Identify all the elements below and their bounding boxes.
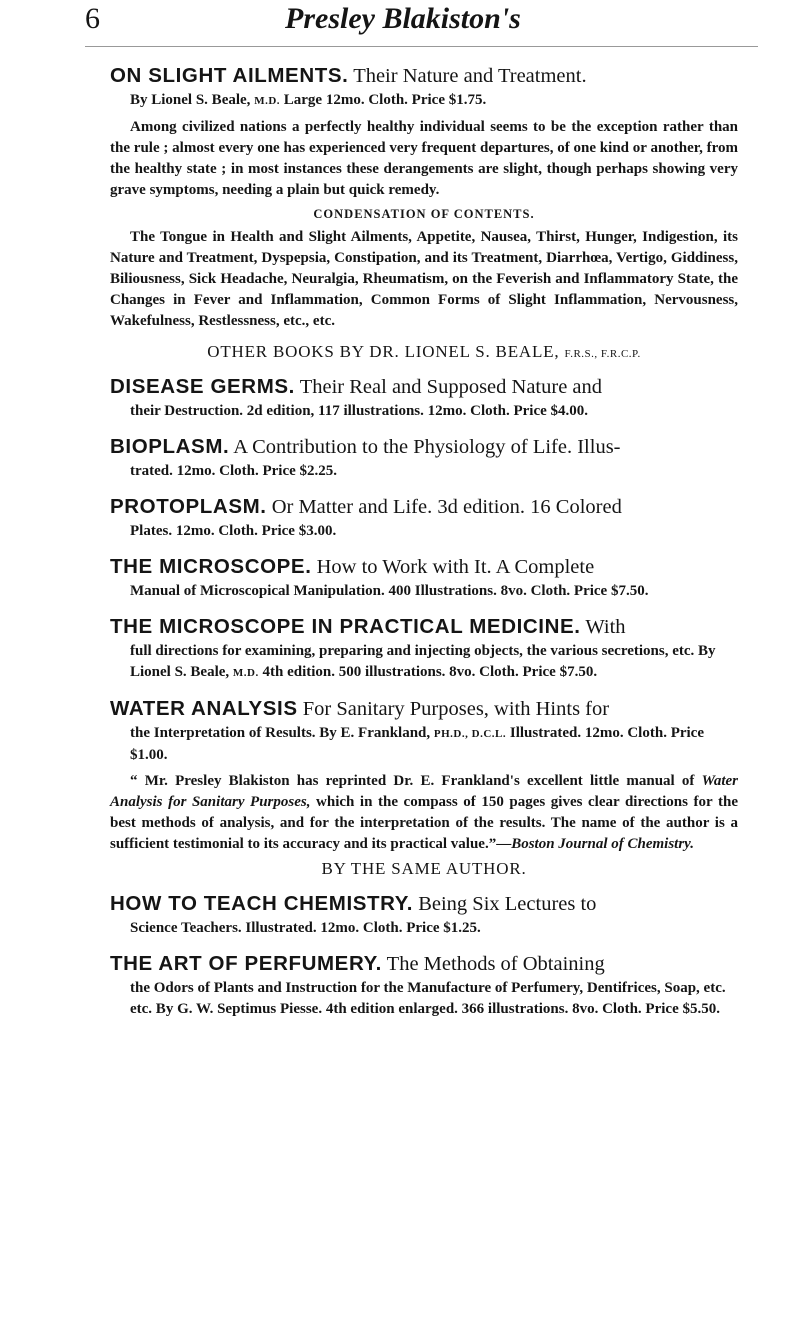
- entry-title-line: [110, 891, 738, 917]
- entry-title-line: [110, 63, 738, 89]
- author-degree: M.D.: [254, 95, 281, 107]
- entry-teach-chemistry: [110, 891, 738, 939]
- review-part-b: which in the compass of 150 pages gives clear directions for the best methods of analysis, and for the interpretation of the results. The name of the author is a sufficient testimonial to its accuracy and its practical value.”—: [110, 794, 738, 852]
- book-detail: [130, 723, 738, 766]
- entry-title-line: [110, 614, 738, 640]
- entry-disease-germs: [110, 374, 738, 422]
- book-title: THE ART OF PERFUMERY.: [110, 952, 382, 975]
- book-subtitle: For Sanitary Purposes, with Hints for: [302, 698, 610, 720]
- detail-part-b: Illustrated. 12mo. Cloth. Price $1.00.: [130, 725, 704, 763]
- entry-title-line: [110, 554, 738, 580]
- page-number: 6: [85, 2, 100, 35]
- entry-perfumery: [110, 951, 738, 1020]
- book-title: PROTOPLASM.: [110, 495, 267, 518]
- entry-protoplasm: [110, 494, 738, 542]
- book-title: THE MICROSCOPE IN PRACTICAL MEDICINE.: [110, 615, 581, 638]
- entry-microscope: [110, 554, 738, 602]
- book-detail: [130, 90, 738, 112]
- entry-title-line: [110, 951, 738, 977]
- book-detail: Plates. 12mo. Cloth. Price $3.00.: [130, 523, 337, 539]
- entry-title-line: [110, 374, 738, 400]
- entry-bioplasm: [110, 434, 738, 482]
- format-price: Large 12mo. Cloth. Price $1.75.: [283, 92, 487, 108]
- book-title: BIOPLASM.: [110, 435, 230, 458]
- book-detail: Manual of Microscopical Manipulation. 400 Illustrations. 8vo. Cloth. Price $7.50.: [130, 583, 649, 599]
- book-title: HOW TO TEACH CHEMISTRY.: [110, 892, 414, 915]
- book-subtitle: A Contribution to the Physiology of Life. Illus-: [233, 436, 621, 458]
- book-detail: their Destruction. 2d edition, 117 illustrations. 12mo. Cloth. Price $4.00.: [130, 403, 589, 419]
- book-detail: [130, 641, 738, 684]
- contents-list: The Tongue in Health and Slight Ailments, Appetite, Nausea, Thirst, Hunger, Indigestion, its Nature and Treatment, Dyspepsia, Constipation, and its Treatment, Diarrhœa, Vertigo, Giddiness, Biliousness, Sick Headache, Neuralgia, Rheumatism, on the Feverish and Inflammatory State, the Changes in Fever and Inflammation, Common Forms of Slight Inflammation, Nervousness, Wakefulness, Restlessness, etc., etc.: [110, 229, 738, 329]
- other-books-degrees: F.R.S., F.R.C.P.: [564, 348, 641, 360]
- book-subtitle: With: [585, 616, 626, 638]
- book-subtitle: Or Matter and Life. 3d edition. 16 Colored: [271, 496, 622, 518]
- book-subtitle: The Methods of Obtaining: [386, 953, 605, 975]
- contents-heading: CONDENSATION OF CONTENTS.: [313, 207, 535, 221]
- book-subtitle: Their Real and Supposed Nature and: [299, 376, 603, 398]
- byline: By Lionel S. Beale,: [130, 92, 251, 108]
- entry-title-line: [110, 494, 738, 520]
- entry-water-analysis: [110, 696, 738, 879]
- review-part-a: “ Mr. Presley Blakiston has reprinted Dr. E. Frankland's excellent little manual of: [130, 773, 695, 789]
- book-subtitle: Being Six Lectures to: [418, 893, 597, 915]
- other-books-text: OTHER BOOKS BY DR. LIONEL S. BEALE,: [207, 342, 560, 361]
- page-header: [85, 0, 758, 47]
- running-title: Presley Blakiston's: [285, 2, 521, 35]
- entry-title-line: [110, 434, 738, 460]
- same-author-heading: BY THE SAME AUTHOR.: [321, 859, 527, 878]
- entry-slight-ailments: [110, 63, 738, 332]
- book-title: WATER ANALYSIS: [110, 697, 298, 720]
- book-title: DISEASE GERMS.: [110, 375, 295, 398]
- book-title: THE MICROSCOPE.: [110, 555, 312, 578]
- book-title: ON SLIGHT AILMENTS.: [110, 64, 349, 87]
- entry-title-line: [110, 696, 738, 722]
- author-degree: PH.D., D.C.L.: [433, 728, 507, 740]
- book-detail: Science Teachers. Illustrated. 12mo. Cloth. Price $1.25.: [130, 920, 481, 936]
- review-book-title: Water Analysis for Sanitary Purposes,: [110, 773, 739, 810]
- detail-part-a: the Interpretation of Results. By E. Frankland,: [130, 725, 431, 741]
- other-books-heading: [110, 342, 738, 362]
- book-detail: the Odors of Plants and Instruction for the Manufacture of Perfumery, Dentifrices, Soap, etc. etc. By G. W. Septimus Piesse. 4th edition enlarged. 366 illustrations. 8vo. Cloth. Price $5.50.: [130, 980, 726, 1017]
- entry-microscope-medicine: [110, 614, 738, 684]
- book-subtitle: How to Work with It. A Complete: [316, 556, 595, 578]
- book-detail: trated. 12mo. Cloth. Price $2.25.: [130, 463, 338, 479]
- review-quote: [110, 771, 738, 855]
- book-subtitle: Their Nature and Treatment.: [353, 65, 587, 87]
- author-degree: M.D.: [232, 667, 259, 679]
- book-description: Among civilized nations a perfectly healthy individual seems to be the exception rather than the rule ; almost every one has experienced very frequent departures, of one kind or another, from the healthy state ; in most instances these derangements are slight, though perhaps showing very grave symptoms, needing a plain but quick remedy.: [110, 119, 738, 198]
- detail-part-b: 4th edition. 500 illustrations. 8vo. Cloth. Price $7.50.: [262, 664, 598, 680]
- review-source: Boston Journal of Chemistry.: [511, 836, 695, 852]
- detail-part-a: full directions for examining, preparing and injecting objects, the various secretions, etc. By Lionel S. Beale,: [130, 643, 716, 680]
